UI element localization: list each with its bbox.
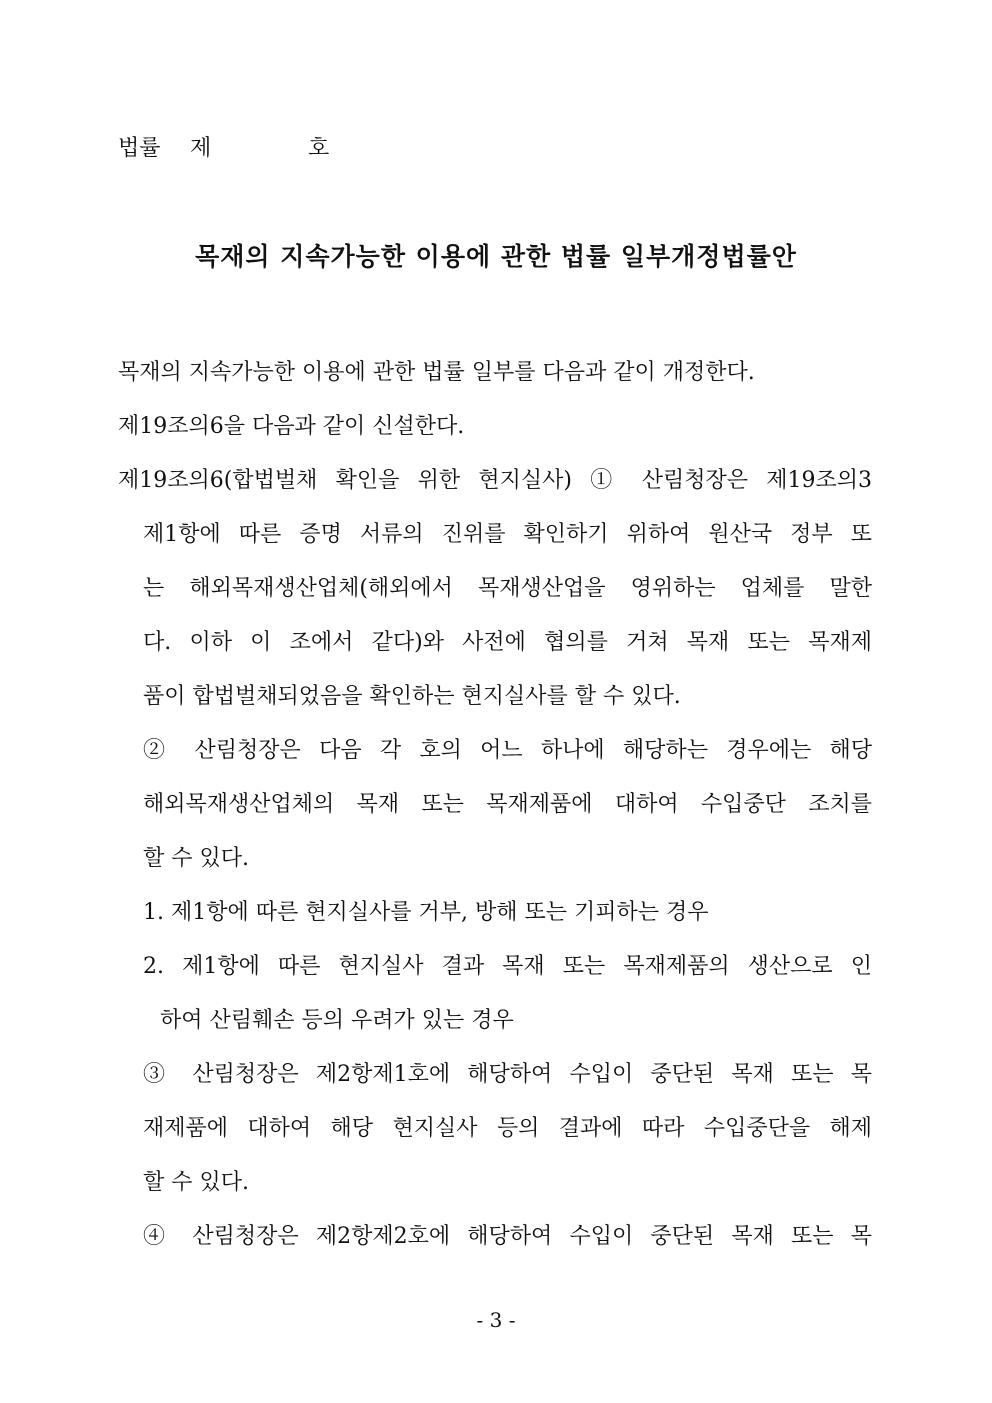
page-number: - 3 -: [476, 1308, 516, 1332]
paragraph-2-line: 해외목재생산업체의 목재 또는 목재제품에 대하여 수입중단 조치를: [143, 792, 872, 817]
item-2-line: 하여 산림훼손 등의 우려가 있는 경우: [160, 1008, 514, 1033]
article-body-line: 제1항에 따른 증명 서류의 진위를 확인하기 위하여 원산국 정부 또: [143, 522, 872, 547]
item-1-line: 1. 제1항에 따른 현지실사를 거부, 방해 또는 기피하는 경우: [143, 900, 709, 925]
item-2-line: 2. 제1항에 따른 현지실사 결과 목재 또는 목재제품의 생산으로 인: [143, 954, 872, 979]
article-body-line: 다. 이하 이 조에서 같다)와 사전에 협의를 거쳐 목재 또는 목재제: [143, 630, 872, 655]
article-body-line: 는 해외목재생산업체(해외에서 목재생산업을 영위하는 업체를 말한: [143, 576, 872, 601]
article-body-line: 품이 합법벌채되었음을 확인하는 현지실사를 할 수 있다.: [143, 684, 681, 709]
paragraph-3-line: 재제품에 대하여 해당 현지실사 등의 결과에 따라 수입중단을 해제: [143, 1116, 872, 1141]
paragraph-4-line: ④ 산림청장은 제2항제2호에 해당하여 수입이 중단된 목재 또는 목: [143, 1224, 872, 1249]
paragraph-3-line: 할 수 있다.: [143, 1170, 249, 1195]
intro-line: 목재의 지속가능한 이용에 관한 법률 일부를 다음과 같이 개정한다.: [118, 360, 755, 385]
law-number-je: 제: [190, 136, 212, 161]
paragraph-2-line: 할 수 있다.: [143, 846, 249, 871]
law-number-label: 법률: [118, 136, 161, 161]
paragraph-3-line: ③ 산림청장은 제2항제1호에 해당하여 수입이 중단된 목재 또는 목: [143, 1062, 872, 1087]
document-title: 목재의 지속가능한 이용에 관한 법률 일부개정법률안: [195, 242, 797, 271]
paragraph-2-line: ② 산림청장은 다음 각 호의 어느 하나에 해당하는 경우에는 해당: [143, 738, 872, 763]
new-article-line: 제19조의6을 다음과 같이 신설한다.: [118, 414, 465, 439]
article-heading-line: 제19조의6(합법벌채 확인을 위한 현지실사) ① 산림청장은 제19조의3: [118, 468, 872, 493]
law-number-ho: 호: [308, 136, 330, 161]
